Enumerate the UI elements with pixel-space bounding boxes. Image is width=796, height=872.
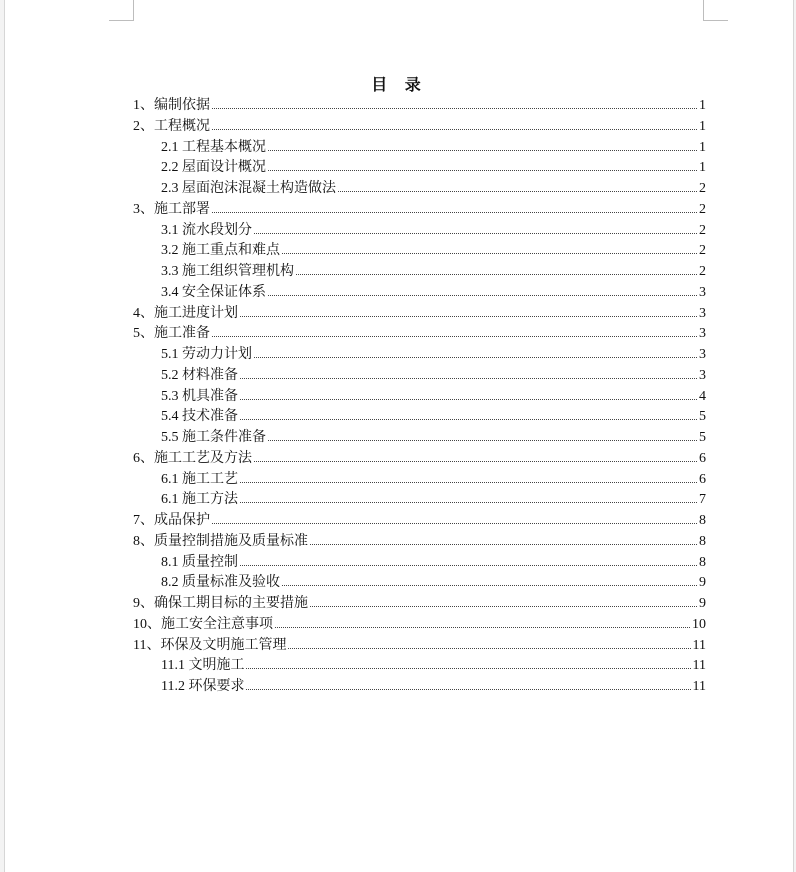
toc-entry-page-number: 8 bbox=[699, 513, 706, 528]
toc-entry[interactable] bbox=[133, 200, 706, 221]
toc-entry-page-number: 2 bbox=[699, 264, 706, 279]
toc-dot-leader bbox=[254, 357, 697, 358]
toc-dot-leader bbox=[240, 316, 697, 317]
toc-entry[interactable] bbox=[133, 615, 706, 636]
toc-entry-page-number: 3 bbox=[699, 367, 706, 383]
toc-entry[interactable] bbox=[133, 428, 706, 449]
table-of-contents bbox=[133, 96, 706, 698]
toc-dot-leader bbox=[282, 253, 697, 254]
toc-entry[interactable] bbox=[133, 304, 706, 325]
toc-entry[interactable] bbox=[133, 449, 706, 470]
toc-entry[interactable] bbox=[133, 117, 706, 138]
toc-entry-page-number: 8 bbox=[699, 554, 706, 570]
toc-entry-page-number: 5 bbox=[699, 409, 706, 425]
toc-entry-page-number: 3 bbox=[699, 326, 706, 342]
toc-title: 目 录 bbox=[371, 75, 427, 94]
toc-entry-page-number: 1 bbox=[699, 98, 706, 113]
toc-dot-leader bbox=[268, 440, 697, 441]
toc-entry[interactable] bbox=[133, 470, 706, 491]
toc-dot-leader bbox=[268, 150, 697, 151]
toc-dot-leader bbox=[212, 336, 697, 337]
toc-entry[interactable] bbox=[133, 677, 706, 698]
toc-entry[interactable] bbox=[133, 636, 706, 657]
toc-dot-leader bbox=[240, 378, 697, 379]
toc-entry-page-number: 1 bbox=[699, 139, 706, 155]
toc-entry-page-number: 9 bbox=[699, 575, 706, 591]
toc-entry-page-number: 4 bbox=[699, 388, 706, 404]
toc-dot-leader bbox=[288, 648, 690, 649]
toc-entry-page-number: 8 bbox=[699, 533, 706, 549]
toc-entry-label: 8.2 质量标准及验收 bbox=[161, 575, 280, 591]
toc-entry-page-number: 11 bbox=[692, 637, 706, 653]
toc-dot-leader bbox=[240, 419, 697, 420]
toc-entry[interactable] bbox=[133, 490, 706, 511]
toc-entry[interactable] bbox=[133, 407, 706, 428]
toc-entry-page-number: 1 bbox=[699, 118, 706, 134]
toc-entry-label: 2.2 屋面设计概况 bbox=[161, 160, 266, 176]
toc-dot-leader bbox=[212, 108, 697, 109]
toc-entry-page-number: 10 bbox=[692, 616, 706, 632]
toc-entry[interactable] bbox=[133, 345, 706, 366]
toc-entry-label: 10、施工安全注意事项 bbox=[133, 616, 273, 632]
toc-entry-page-number: 7 bbox=[699, 492, 706, 508]
toc-entry-label: 11.2 环保要求 bbox=[161, 679, 245, 694]
toc-entry[interactable] bbox=[133, 96, 706, 117]
toc-entry-label: 8.1 质量控制 bbox=[161, 554, 238, 570]
toc-entry[interactable] bbox=[133, 138, 706, 159]
toc-entry-label: 5.5 施工条件准备 bbox=[161, 430, 266, 445]
toc-entry-label: 7、成品保护 bbox=[133, 513, 210, 528]
toc-entry-page-number: 2 bbox=[699, 222, 706, 238]
toc-entry-label: 5、施工准备 bbox=[133, 326, 210, 342]
toc-entry[interactable] bbox=[133, 594, 706, 615]
toc-dot-leader bbox=[212, 523, 697, 524]
toc-entry[interactable] bbox=[133, 179, 706, 200]
toc-entry-page-number: 6 bbox=[699, 450, 706, 466]
toc-entry[interactable] bbox=[133, 366, 706, 387]
toc-entry[interactable] bbox=[133, 511, 706, 532]
toc-entry-label: 9、确保工期目标的主要措施 bbox=[133, 596, 308, 611]
toc-entry[interactable] bbox=[133, 532, 706, 553]
toc-entry-page-number: 1 bbox=[699, 160, 706, 176]
toc-entry-label: 11.1 文明施工 bbox=[161, 658, 245, 674]
crop-mark-top-left bbox=[109, 0, 134, 21]
toc-entry-page-number: 2 bbox=[699, 181, 706, 196]
toc-dot-leader bbox=[338, 191, 697, 192]
toc-entry-page-number: 11 bbox=[692, 679, 706, 694]
toc-dot-leader bbox=[268, 295, 697, 296]
toc-entry-label: 3、施工部署 bbox=[133, 201, 210, 217]
toc-entry[interactable] bbox=[133, 158, 706, 179]
toc-dot-leader bbox=[296, 274, 697, 275]
toc-entry-label: 3.4 安全保证体系 bbox=[161, 284, 266, 300]
toc-dot-leader bbox=[254, 461, 697, 462]
toc-entry-label: 3.2 施工重点和难点 bbox=[161, 243, 280, 259]
toc-dot-leader bbox=[246, 689, 690, 690]
toc-entry-label: 11、环保及文明施工管理 bbox=[133, 637, 287, 653]
toc-entry[interactable] bbox=[133, 387, 706, 408]
toc-entry-label: 2、工程概况 bbox=[133, 118, 210, 134]
toc-entry-label: 5.1 劳动力计划 bbox=[161, 347, 252, 362]
toc-dot-leader bbox=[246, 668, 690, 669]
toc-entry-page-number: 3 bbox=[699, 347, 706, 362]
toc-entry-page-number: 3 bbox=[699, 305, 706, 321]
toc-entry-label: 5.4 技术准备 bbox=[161, 409, 238, 425]
toc-entry-page-number: 2 bbox=[699, 243, 706, 259]
toc-entry[interactable] bbox=[133, 324, 706, 345]
toc-entry-page-number: 3 bbox=[699, 284, 706, 300]
document-page bbox=[4, 0, 794, 872]
toc-entry-label: 3.1 流水段划分 bbox=[161, 222, 252, 238]
toc-dot-leader bbox=[254, 233, 697, 234]
toc-dot-leader bbox=[240, 565, 697, 566]
toc-entry-label: 1、编制依据 bbox=[133, 98, 210, 113]
toc-dot-leader bbox=[275, 627, 690, 628]
toc-entry-page-number: 9 bbox=[699, 596, 706, 611]
toc-entry-label: 5.2 材料准备 bbox=[161, 367, 238, 383]
toc-entry[interactable] bbox=[133, 241, 706, 262]
toc-entry-label: 6、施工工艺及方法 bbox=[133, 450, 252, 466]
toc-entry[interactable] bbox=[133, 283, 706, 304]
toc-entry-label: 3.3 施工组织管理机构 bbox=[161, 264, 294, 279]
toc-entry-page-number: 11 bbox=[692, 658, 706, 674]
toc-entry[interactable] bbox=[133, 262, 706, 283]
toc-entry-label: 8、质量控制措施及质量标准 bbox=[133, 533, 308, 549]
toc-entry-label: 6.1 施工方法 bbox=[161, 492, 238, 508]
toc-dot-leader bbox=[268, 170, 697, 171]
toc-dot-leader bbox=[240, 399, 697, 400]
toc-entry-label: 2.3 屋面泡沫混凝土构造做法 bbox=[161, 181, 336, 196]
toc-entry[interactable] bbox=[133, 553, 706, 574]
toc-entry-page-number: 6 bbox=[699, 471, 706, 487]
toc-entry-label: 5.3 机具准备 bbox=[161, 388, 238, 404]
toc-entry[interactable] bbox=[133, 221, 706, 242]
toc-dot-leader bbox=[240, 502, 697, 503]
toc-dot-leader bbox=[212, 129, 697, 130]
crop-mark-top-right bbox=[703, 0, 728, 21]
toc-dot-leader bbox=[240, 482, 697, 483]
toc-entry-label: 2.1 工程基本概况 bbox=[161, 139, 266, 155]
toc-dot-leader bbox=[212, 212, 697, 213]
toc-entry-page-number: 2 bbox=[699, 201, 706, 217]
toc-dot-leader bbox=[282, 585, 697, 586]
toc-entry-page-number: 5 bbox=[699, 430, 706, 445]
toc-dot-leader bbox=[310, 606, 697, 607]
toc-entry-label: 6.1 施工工艺 bbox=[161, 471, 238, 487]
toc-entry[interactable] bbox=[133, 573, 706, 594]
toc-dot-leader bbox=[310, 544, 697, 545]
toc-entry-label: 4、施工进度计划 bbox=[133, 305, 238, 321]
toc-entry[interactable] bbox=[133, 656, 706, 677]
